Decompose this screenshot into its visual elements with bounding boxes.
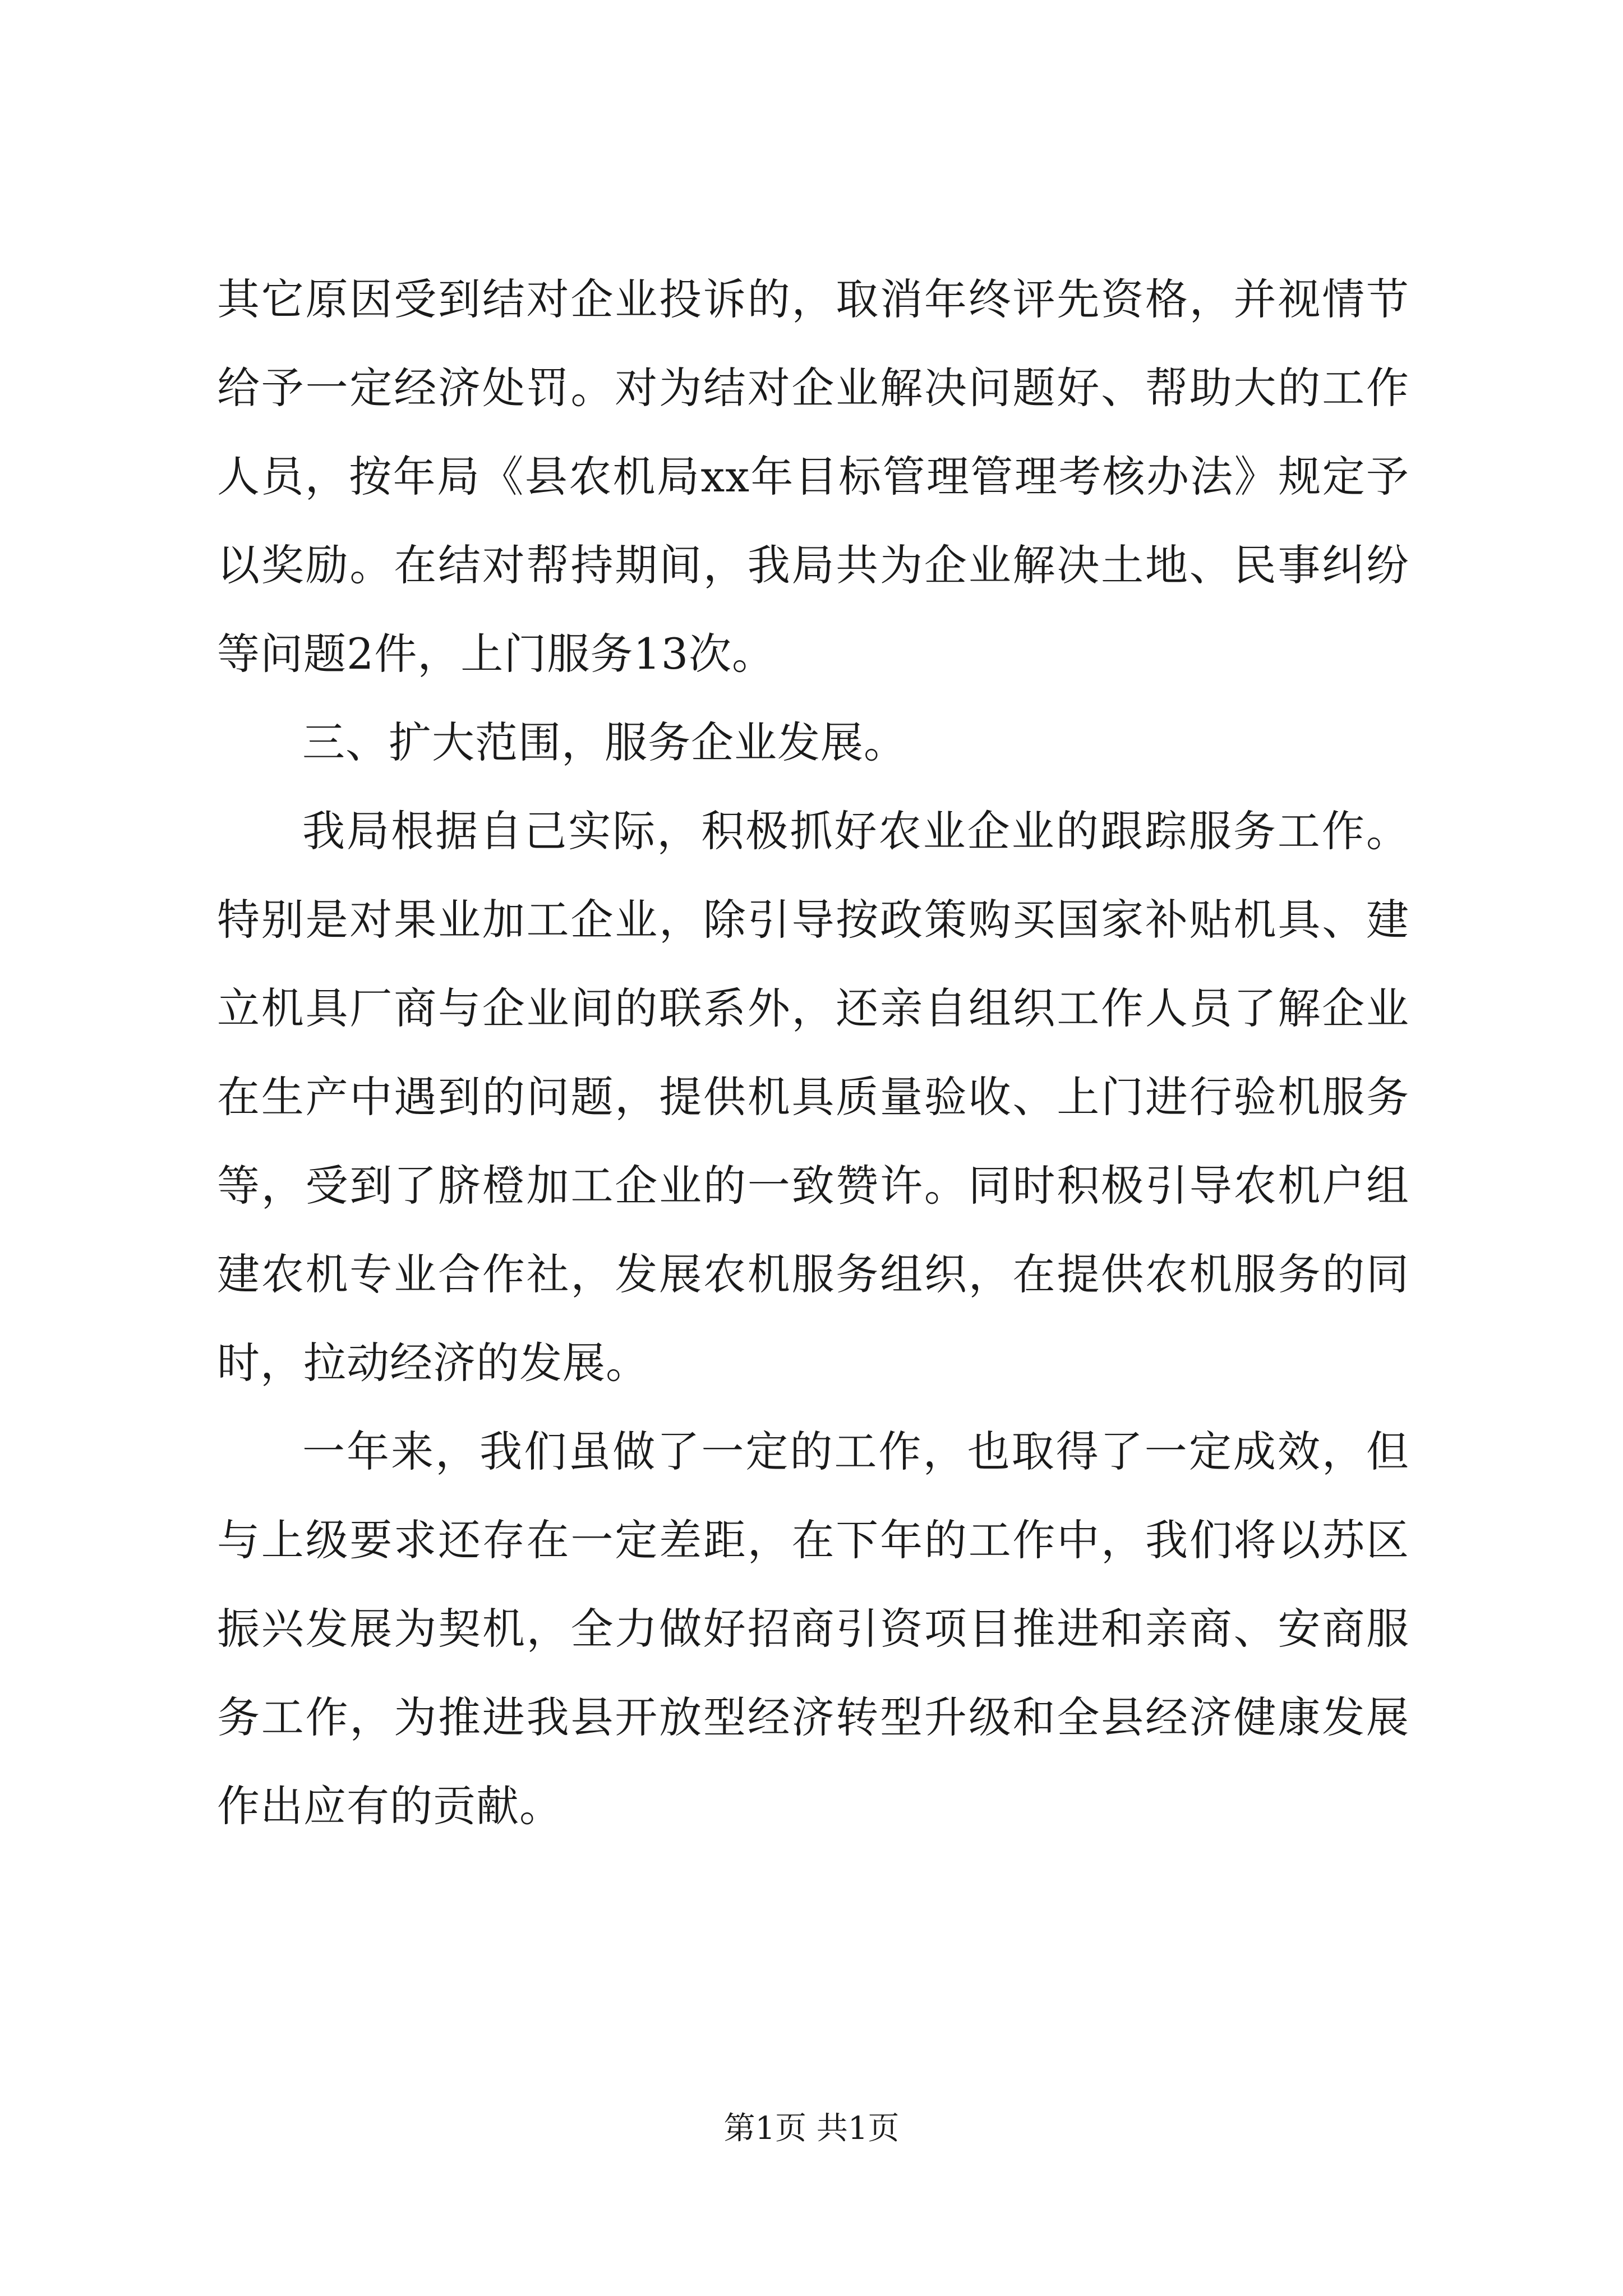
- paragraph-summary: 一年来，我们虽做了一定的工作，也取得了一定成效，但与上级要求还存在一定差距，在下年的工作中，我们将以苏区振兴发展为契机，全力做好招商引资项目推进和亲商、安商服务工作，为推进我县开放型经济转型升级和全县经济健康发展作出应有的贡献。: [217, 1427, 1409, 1831]
- document-body: [217, 255, 1409, 1851]
- paragraph-continued: 其它原因受到结对企业投诉的，取消年终评先资格，并视情节给予一定经济处罚。对为结对企业解决问题好、帮助大的工作人员，按年局《县农机局xx年目标管理管理考核办法》规定予以奖励。在结对帮持期间，我局共为企业解决土地、民事纠纷等问题2件，上门服务13次。: [217, 274, 1409, 679]
- page-footer: 第1页 共1页: [723, 2110, 900, 2147]
- section-heading-three: 三、扩大范围，服务企业发展。: [302, 717, 907, 767]
- paragraph-service-work: 我局根据自己实际，积极抓好农业企业的跟踪服务工作。特别是对果业加工企业，除引导按政策购买国家补贴机具、建立机具厂商与企业间的联系外，还亲自组织工作人员了解企业在生产中遇到的问题，提供机具质量验收、上门进行验机服务等，受到了脐橙加工企业的一致赞许。同时积极引导农机户组建农机专业合作社，发展农机服务组织，在提供农机服务的同时，拉动经济的发展。: [217, 806, 1409, 1388]
